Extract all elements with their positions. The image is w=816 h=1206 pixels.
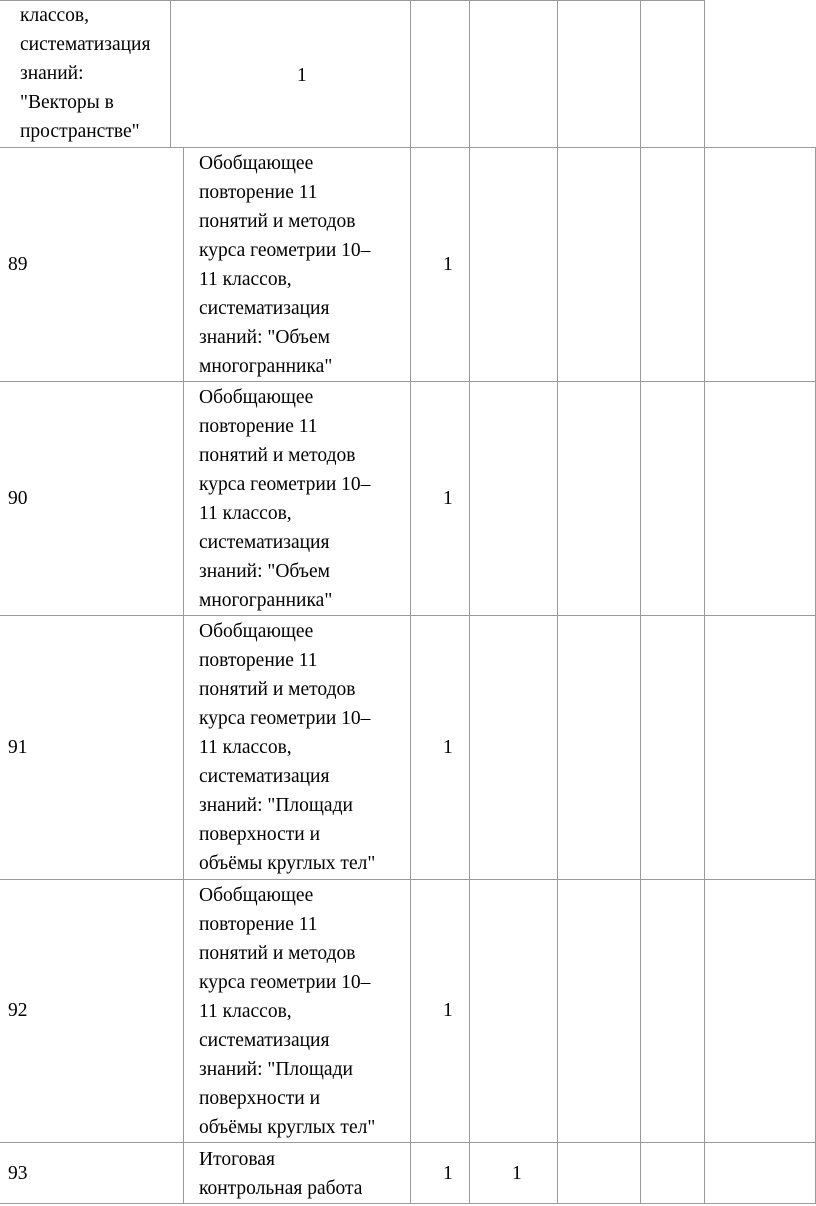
lesson-hours: 1: [443, 737, 453, 758]
grid-line: [183, 147, 184, 1204]
lesson-theme: Итоговая контрольная работа: [199, 1149, 363, 1199]
lesson-hours: 1: [443, 1000, 453, 1021]
lesson-theme: Обобщающее повторение 11 понятий и методов курса геометрии 10– 11 классов, систематизация знаний: "Площади поверхности и объёмы круглых тел": [199, 621, 376, 874]
grid-line: [469, 147, 470, 1204]
grid-line: [0, 615, 816, 616]
lesson-number: 92: [8, 1000, 28, 1021]
grid-line: [557, 147, 558, 1204]
grid-line: [704, 0, 705, 148]
grid-line: [704, 147, 705, 1204]
top-row-theme: классов, систематизация знаний: "Векторы в пространстве": [20, 5, 151, 142]
lesson-theme: Обобщающее повторение 11 понятий и методов курса геометрии 10– 11 классов, систематизация знаний: "Объем многогранника": [199, 387, 371, 611]
grid-line: [469, 0, 470, 148]
grid-line: [0, 1203, 816, 1204]
grid-line: [0, 879, 816, 880]
grid-line: [640, 147, 641, 1204]
grid-line: [170, 0, 171, 148]
lesson-hours: 1: [443, 488, 453, 509]
lesson-number: 90: [8, 488, 28, 509]
lesson-number: 91: [8, 737, 28, 758]
lesson-hours: 1: [443, 1163, 453, 1184]
lesson-theme: Обобщающее повторение 11 понятий и методов курса геометрии 10– 11 классов, систематизация знаний: "Объем многогранника": [199, 153, 371, 377]
lesson-control: 1: [512, 1163, 522, 1184]
lesson-hours: 1: [443, 254, 453, 275]
lesson-number: 89: [8, 254, 28, 275]
lesson-number: 93: [8, 1163, 28, 1184]
grid-line: [640, 0, 641, 148]
grid-line: [0, 381, 816, 382]
lesson-theme: Обобщающее повторение 11 понятий и методов курса геометрии 10– 11 классов, систематизация знаний: "Площади поверхности и объёмы круглых тел": [199, 885, 376, 1138]
grid-line: [410, 147, 411, 1204]
grid-line: [557, 0, 558, 148]
grid-line: [0, 147, 816, 148]
grid-line: [410, 0, 411, 148]
grid-line: [0, 1142, 816, 1143]
top-row-hours: 1: [297, 65, 307, 86]
